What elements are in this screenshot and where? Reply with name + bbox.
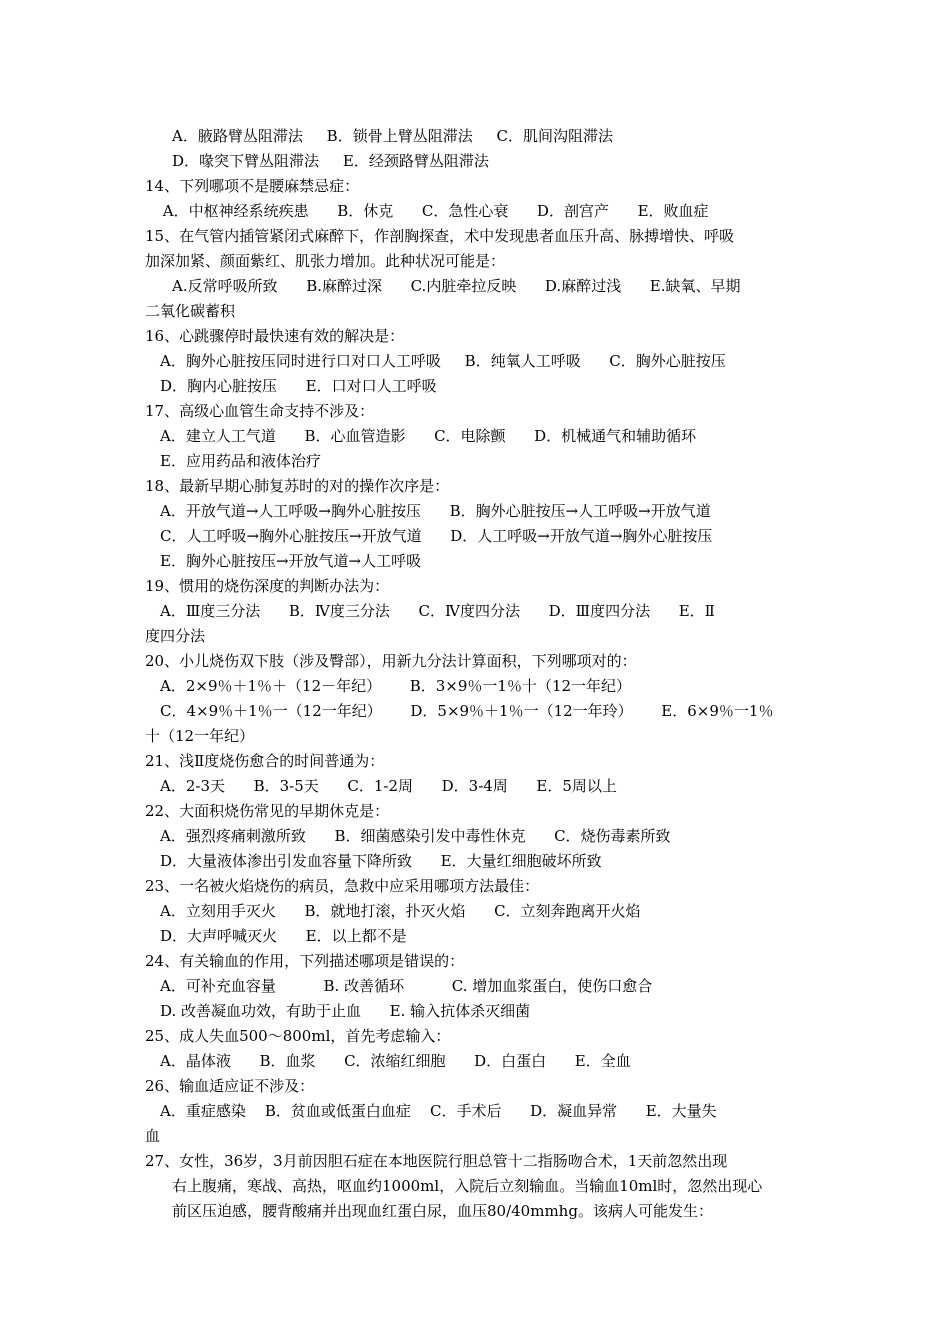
text-line: A.反常呼吸所致 B.麻醉过深 C.内脏牵拉反映 D.麻醉过浅 E.缺氧、早期 bbox=[172, 277, 741, 295]
text-line: 右上腹痛，寒战、高热，呕血约1000ml，入院后立刻输血。当输血10ml时，忽然出现心 bbox=[172, 1177, 763, 1195]
text-line: D．大量液体渗出引发血容量下降所致 E．大量红细胞破坏所致 bbox=[160, 852, 602, 870]
text-line: A．Ⅲ度三分法 B．Ⅳ度三分法 C．Ⅳ度四分法 D．Ⅲ度四分法 E．Ⅱ bbox=[160, 602, 715, 620]
text-line: A．2×9％＋1％＋（12－年纪） B．3×9％一1％十（12一年纪） bbox=[160, 677, 632, 695]
text-line: C．4×9％＋1％一（12一年纪） D．5×9％＋1％一（12一年玲） E．6×9％一1％ bbox=[160, 702, 774, 720]
text-line: D. 改善凝血功效，有助于止血 E. 输入抗体杀灭细菌 bbox=[160, 1002, 531, 1020]
text-line: D．大声呼喊灭火 E．以上都不是 bbox=[160, 927, 407, 945]
text-line: A．可补充血容量 B. 改善循环 C. 增加血浆蛋白，使伤口愈合 bbox=[160, 977, 653, 995]
text-line: 血 bbox=[145, 1127, 161, 1145]
text-line: A．胸外心脏按压同时进行口对口人工呼吸 B．纯氧人工呼吸 C．胸外心脏按压 bbox=[160, 352, 726, 370]
text-line: 二氧化碳蓄积 bbox=[145, 302, 236, 320]
text-line: A．晶体液 B．血浆 C．浓缩红细胞 D．白蛋白 E．全血 bbox=[160, 1052, 631, 1070]
text-line: 21、浅Ⅱ度烧伤愈合的时间普通为： bbox=[145, 752, 385, 770]
text-line: 24、有关输血的作用，下列描述哪项是错误的： bbox=[145, 952, 465, 970]
text-line: 19、惯用的烧伤深度的判断办法为： bbox=[145, 577, 390, 595]
text-line: A．中枢神经系统疾患 B．休克 C．急性心衰 D．剖宫产 E．败血症 bbox=[158, 202, 709, 220]
text-line: 16、心跳骤停时最快速有效的解决是： bbox=[145, 327, 405, 345]
text-line: 14、下列哪项不是腰麻禁忌症： bbox=[145, 177, 360, 195]
text-line: 前区压迫感，腰背酸痛并出现血红蛋白尿，血压80/40mmhg。该病人可能发生： bbox=[172, 1202, 713, 1220]
text-line: E．应用药品和液体治疗 bbox=[160, 452, 321, 470]
text-line: D．喙突下臂丛阻滞法 E．经颈路臂丛阻滞法 bbox=[172, 152, 489, 170]
text-line: 22、大面积烧伤常见的早期休克是： bbox=[145, 802, 390, 820]
text-line: 26、输血适应证不涉及： bbox=[145, 1077, 315, 1095]
text-line: 15、在气管内插管紧闭式麻醉下，作剖胸探查，术中发现患者血压升高、脉搏增快、呼吸 bbox=[145, 227, 735, 245]
text-line: 加深加紧、颜面紫红、肌张力增加。此种状况可能是： bbox=[145, 252, 506, 270]
text-line: A．腋路臂丛阻滞法 B．锁骨上臂丛阻滞法 C．肌间沟阻滞法 bbox=[172, 127, 614, 145]
text-line: 18、最新早期心肺复苏时的对的操作次序是： bbox=[145, 477, 450, 495]
text-line: D．胸内心脏按压 E．口对口人工呼吸 bbox=[160, 377, 437, 395]
text-line: 25、成人失血500～800ml，首先考虑输入： bbox=[145, 1027, 451, 1045]
text-line: 23、一名被火焰烧伤的病员，急救中应采用哪项方法最佳： bbox=[145, 877, 540, 895]
text-line: 20、小儿烧伤双下肢（涉及臀部），用新九分法计算面积，下列哪项对的： bbox=[145, 652, 637, 670]
text-line: A．建立人工气道 B．心血管造影 C．电除颤 D．机械通气和辅助循环 bbox=[160, 427, 697, 445]
text-line: A．重症感染 B．贫血或低蛋白血症 C．手术后 D．凝血异常 E．大量失 bbox=[160, 1102, 717, 1120]
text-line: 27、女性，36岁，3月前因胆石症在本地医院行胆总管十二指肠吻合术，1天前忽然出现 bbox=[145, 1152, 728, 1170]
text-line: A．强烈疼痛刺激所致 B．细菌感染引发中毒性休克 C．烧伤毒素所致 bbox=[160, 827, 671, 845]
text-line: 17、高级心血管生命支持不涉及： bbox=[145, 402, 375, 420]
text-line: E．胸外心脏按压→开放气道→人工呼吸 bbox=[160, 552, 422, 570]
text-line: C．人工呼吸→胸外心脏按压→开放气道 D．人工呼吸→开放气道→胸外心脏按压 bbox=[160, 527, 713, 545]
text-line: A．2-3天 B．3-5天 C．1-2周 D．3-4周 E．5周以上 bbox=[160, 777, 617, 795]
text-line: A．开放气道→人工呼吸→胸外心脏按压 B．胸外心脏按压→人工呼吸→开放气道 bbox=[160, 502, 711, 520]
text-line: 十（12一年纪） bbox=[145, 727, 255, 745]
text-line: A．立刻用手灭火 B．就地打滚，扑灭火焰 C．立刻奔跑离开火焰 bbox=[160, 902, 641, 920]
text-line: 度四分法 bbox=[145, 627, 206, 645]
